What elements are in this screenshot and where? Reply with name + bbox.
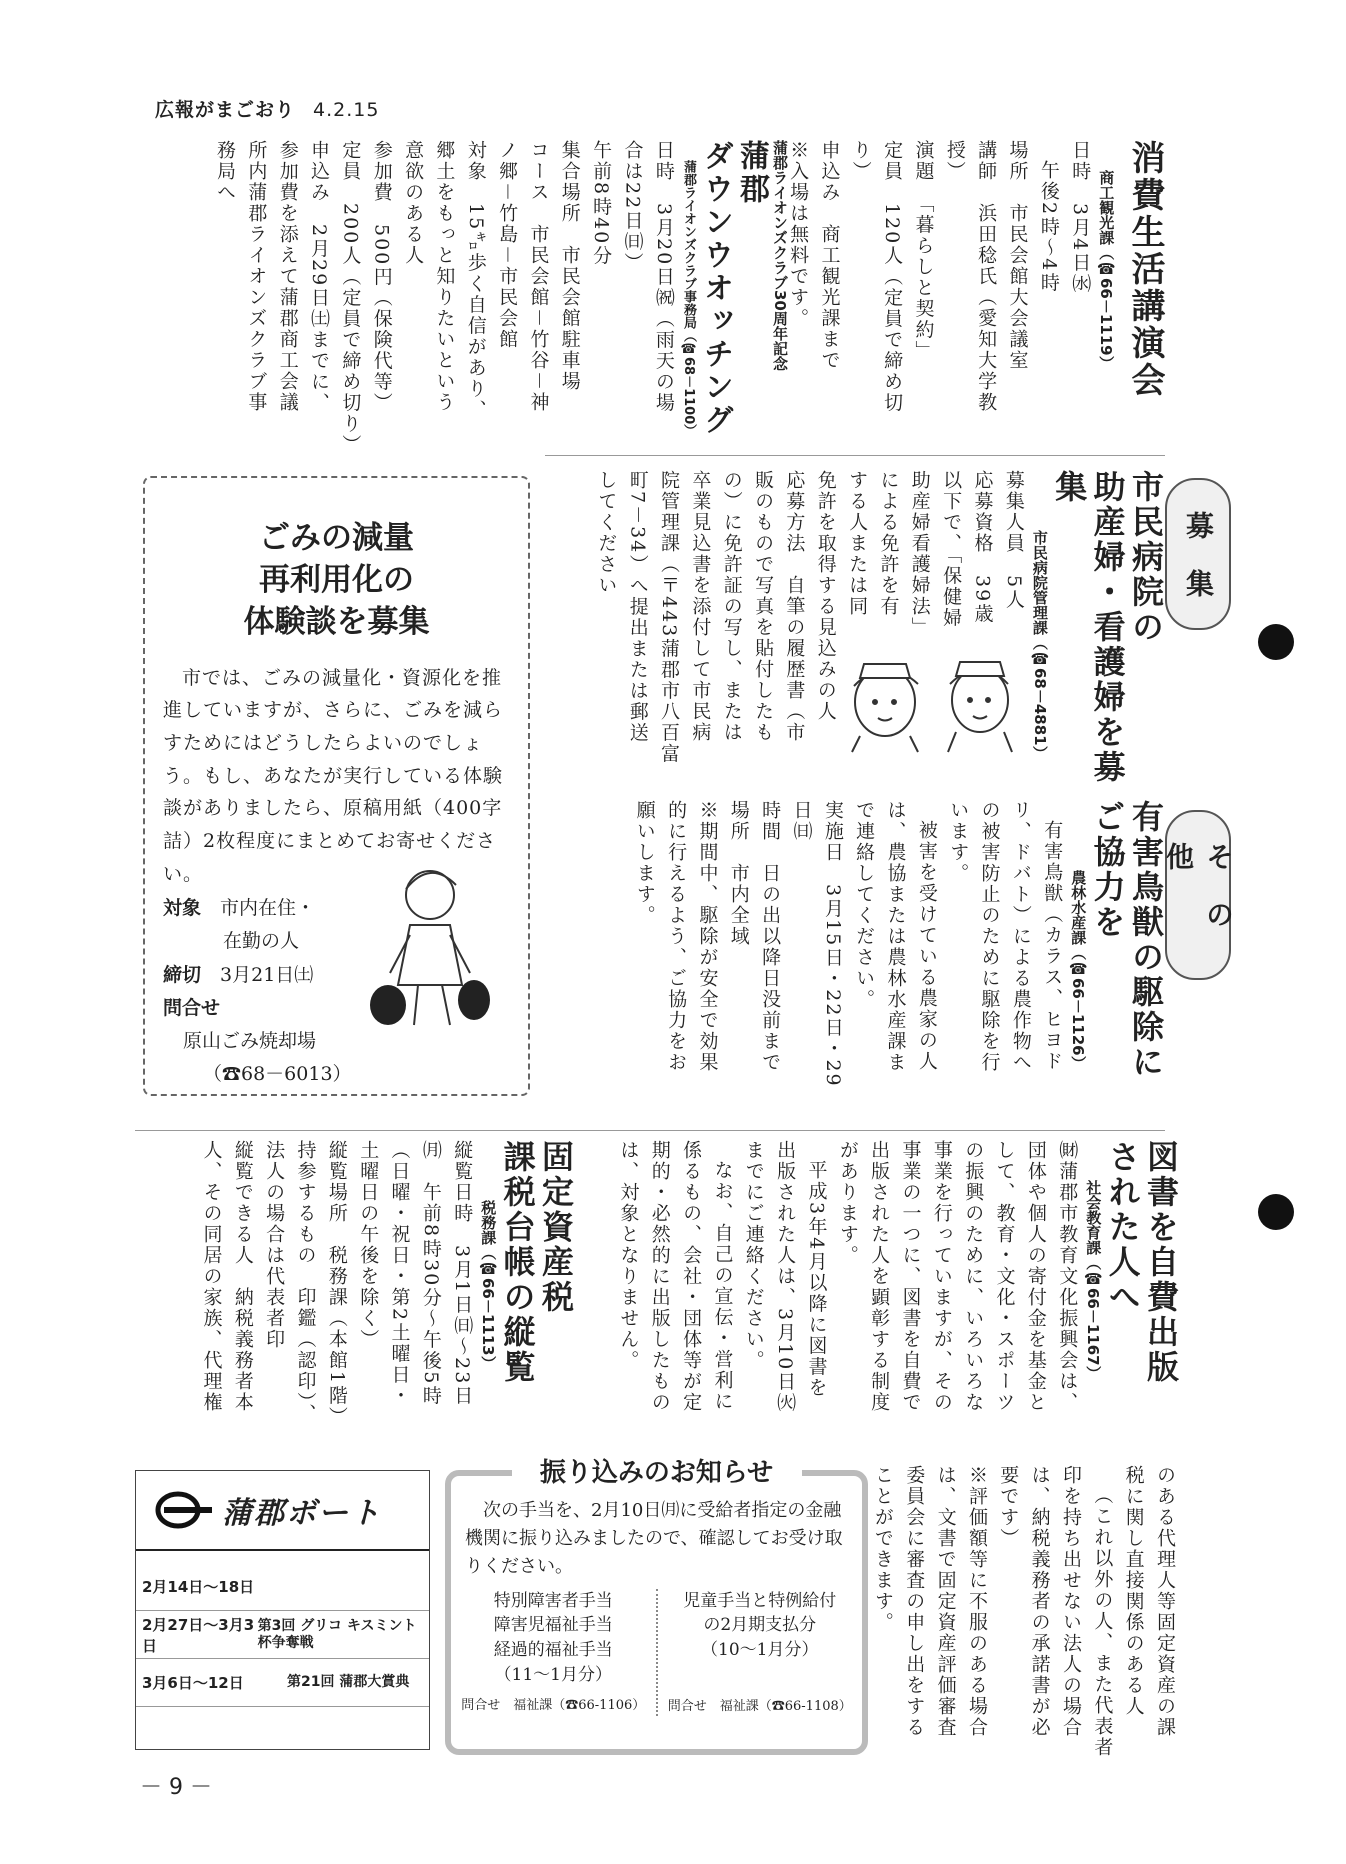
text-line: 持参するもの 印鑑（認印）、 — [294, 1140, 317, 1425]
boat-logo-text: 蒲郡ボート — [222, 1496, 382, 1531]
text-line: 申込み 商工観光課まで — [818, 140, 841, 371]
text-line: ※入場は無料です。 — [787, 140, 810, 329]
text-line: 印を持ち出せない法人の場合 — [1059, 1465, 1082, 1738]
text-line: する人または同 — [846, 470, 869, 617]
furikomi-left-contact: 問合せ 福祉課（☎66-1106） — [461, 1698, 646, 1714]
rule-upper — [545, 455, 1165, 456]
gomi-body: 市では、ごみの減量化・資源化を推進していますが、さらに、ごみを減らすためにはどうしたらよいのでしょう。もし、あなたが実行している体験談がありましたら、原稿用紙（400字詰）2枚程度にまとめてお寄せください。 — [163, 666, 504, 885]
furikomi-body: 次の手当を、2月10日㈪に受給者指定の金融機関に振り込みましたので、確認してお受け取りください。 — [465, 1500, 843, 1577]
boat-logo — [136, 1471, 429, 1551]
gomi-contact-value: 原山ごみ焼却場 — [183, 1030, 317, 1053]
text-line: があります。 — [836, 1140, 859, 1266]
boat-row — [136, 1611, 429, 1659]
gomi-contact-label: 問合せ — [163, 996, 221, 1019]
downwatch-title1: 蒲郡 — [734, 140, 769, 206]
text-line: 要です） — [997, 1465, 1020, 1549]
text-line: は、納税義務者の承諾書が必 — [1028, 1465, 1051, 1738]
text-line: （これ以外の人、また代表者 — [1091, 1485, 1114, 1758]
furikomi-item: 特別障害者手当 — [493, 1590, 613, 1611]
nurse-illustration — [830, 640, 1020, 755]
text-line: ことができます。 — [871, 1465, 894, 1633]
furikomi-title: 振り込みのお知らせ — [512, 1452, 802, 1489]
text-line: なお、自己の宣伝・営利に — [711, 1160, 734, 1412]
boat-row-dates: 3月6日～12日 — [142, 1674, 244, 1692]
text-line: 郷土をもっと知りたいという — [433, 140, 456, 413]
binding-hole-top — [1258, 624, 1294, 660]
text-line: のある代理人等固定資産の課 — [1154, 1465, 1176, 1738]
furikomi-item: （10～1月分） — [701, 1639, 819, 1660]
text-line: の被害防止のために駆除を行 — [978, 800, 1001, 1073]
boat-row-dates: 2月27日～3月3日 — [142, 1615, 255, 1655]
downwatch-body — [209, 140, 679, 456]
downwatch-title2: ダウンウオッチング — [698, 140, 733, 437]
text-line: して、教育・文化・スポーツ — [993, 1140, 1016, 1413]
animals-title1: 有害鳥獣の駆除に — [1127, 800, 1165, 1080]
animals-dept: 農林水産課（☎66－1126） — [1069, 870, 1088, 1071]
text-line: による免許を有 — [877, 470, 900, 617]
text-line: 院管理課（〒443蒲郡市八百富 — [658, 470, 681, 765]
text-line: 助産婦看護婦法」 — [908, 470, 931, 638]
text-line: 実施日 3月15日・22日・29 — [821, 800, 844, 1088]
text-line: 縦覧日時 3月1日㈰～23日 — [451, 1140, 474, 1407]
category-sonota: その他 — [1165, 810, 1231, 980]
publication-date: 4.2.15 — [313, 99, 380, 121]
text-line: 午前8時40分 — [590, 140, 613, 267]
text-line: 卒業見込書を添付して市民病 — [689, 470, 712, 743]
text-line: の）に免許証の写し、または — [720, 470, 743, 743]
text-line: は、文書で固定資産評価審査 — [934, 1465, 957, 1738]
boat-row — [136, 1563, 429, 1611]
page-number: － 9 － — [140, 1775, 212, 1800]
text-line: 土曜日の午後を除く） — [357, 1140, 380, 1350]
text-line: 縦覧場所 税務課（本館1階） — [325, 1140, 348, 1428]
boat-row-event: 第21回 蒲郡大賞典 — [287, 1674, 410, 1691]
text-line: ㈶蒲郡市教育文化振興会は、 — [1056, 1140, 1079, 1413]
boat-row-event: 第3回 グリコ キスミント杯争奪戦 — [257, 1617, 417, 1651]
text-line: 係るもの、会社・団体等が定 — [680, 1140, 703, 1413]
text-line: ※評価額等に不服のある場合 — [965, 1465, 988, 1738]
text-line: 参加費 500円（保険代等） — [370, 140, 393, 414]
text-line: （日曜・祝日・第2土曜日・ — [388, 1140, 411, 1407]
page-header — [155, 95, 379, 122]
text-line: 出版された人を顕彰する制度 — [868, 1140, 891, 1413]
text-line: 授） — [943, 140, 966, 182]
text-line: 参加費を添えて蒲郡商工会議 — [276, 140, 299, 413]
text-line: 期的・必然的に出版したもの — [648, 1140, 671, 1413]
text-line: 応募方法 自筆の履歴書（市 — [783, 470, 806, 743]
text-line: 日時 3月4日㈬ — [1069, 140, 1092, 295]
text-line: 法人の場合は代表者印 — [263, 1140, 286, 1350]
text-line: は、対象となりません。 — [617, 1140, 640, 1371]
text-line: 募集人員 5人 — [1002, 470, 1025, 611]
boat-row-dates: 2月14日～18日 — [142, 1578, 255, 1596]
books-title1: 図書を自費出版 — [1142, 1140, 1180, 1385]
furikomi-columns — [451, 1589, 862, 1717]
boat-emblem-icon — [154, 1490, 214, 1530]
lecture-body — [782, 140, 1095, 440]
text-line: 合は22日㈰） — [621, 140, 644, 274]
animals-title2: ご協力を — [1088, 800, 1127, 940]
text-line: 販のもので写真を貼付したも — [752, 470, 775, 743]
books-body — [612, 1140, 1082, 1460]
lecture-dept: 商工観光課（☎66－1119） — [1097, 170, 1116, 371]
text-line: 日時 3月20日㈷（雨天の場 — [652, 140, 675, 414]
furikomi-box — [445, 1458, 868, 1755]
text-line: で連絡してください。 — [853, 800, 876, 1010]
text-line: は、農協または農林水産課ま — [884, 800, 907, 1073]
gomi-title-line: 再利用化の — [259, 561, 414, 598]
text-line: 意欲のある人 — [402, 140, 425, 266]
text-line: 事業の一つに、図書を自費で — [899, 1140, 922, 1413]
tax-dept: 税務課（☎66－1113） — [479, 1200, 498, 1371]
text-line: 的に行えるよう、ご協力をお — [665, 800, 688, 1073]
gomi-target-label: 対象 — [163, 897, 202, 920]
publication-title: 広報がまごおり — [155, 99, 296, 121]
text-line: 縦覧できる人 納税義務者本 — [231, 1140, 254, 1413]
gomi-deadline-label: 締切 — [163, 963, 202, 986]
books-title2: された人へ — [1103, 1140, 1142, 1315]
nurse-title1: 市民病院の — [1127, 470, 1165, 645]
text-line: 講師 浜田稔氏（愛知大学教 — [975, 140, 998, 413]
text-line: 以下で、「保健婦 — [940, 470, 963, 629]
article-tax-continued — [871, 1465, 1180, 1775]
furikomi-item: の2月期支払分 — [703, 1615, 817, 1636]
boat-schedule-box — [135, 1470, 430, 1750]
text-line: 免許を取得する見込みの人 — [814, 470, 837, 722]
text-line: 務局へ — [214, 140, 236, 203]
books-dept: 社会教育課（☎66－1167） — [1084, 1180, 1103, 1381]
boat-row — [136, 1659, 429, 1707]
text-line: までにご連絡ください。 — [742, 1140, 765, 1371]
text-line: 集合場所 市民会館駐車場 — [558, 140, 581, 392]
text-line: 対象 15㌔歩く自信があり、 — [464, 140, 487, 421]
gomi-title-line: ごみの減量 — [259, 520, 414, 556]
text-line: 委員会に審査の申し出をする — [903, 1465, 926, 1738]
text-line: コース 市民会館－竹谷－神 — [527, 140, 550, 414]
nurse-title2: 助産婦・看護婦を募集 — [1050, 470, 1127, 785]
binding-hole-bottom — [1258, 1194, 1294, 1230]
tax-title2: 課税台帳の縦覧 — [498, 1140, 537, 1385]
text-line: 申込み 2月29日㈯までに、 — [308, 140, 331, 414]
text-line: ㈪ 午前8時30分～午後5時 — [419, 1140, 442, 1407]
text-line: してください — [595, 470, 618, 596]
text-line: 願いします。 — [633, 800, 656, 926]
article-lecture — [787, 140, 1165, 440]
article-books — [600, 1140, 1180, 1460]
text-line: 被害を受けている農家の人 — [915, 820, 938, 1072]
lecture-title: 消費生活講演会 — [1125, 140, 1165, 399]
furikomi-right — [656, 1589, 863, 1717]
animals-body — [628, 800, 1067, 1110]
gomi-target-value: 市内在住・ — [220, 897, 316, 920]
gomi-deadline-value: 3月21日㈯ — [220, 963, 314, 986]
text-line: 有害鳥獣（カラス、ヒヨド — [1041, 820, 1064, 1072]
nurse-dept: 市民病院管理課（☎68－4881） — [1030, 530, 1049, 761]
tax-body — [195, 1140, 477, 1460]
text-line: リ、ドバト）による農作物へ — [1009, 800, 1032, 1073]
text-line: 場所 市内全域 — [727, 800, 750, 947]
text-line: 平成3年4月以降に図書を — [805, 1160, 828, 1399]
text-line: 団体や個人の寄付金を基金と — [1024, 1140, 1047, 1413]
text-line: ※期間中、駆除が安全で効果 — [696, 800, 719, 1073]
text-line: います。 — [947, 800, 970, 884]
furikomi-item: 児童手当と特例給付 — [683, 1590, 837, 1611]
gomi-title-line: 体験談を募集 — [243, 603, 430, 640]
woman-with-bags-illustration — [370, 855, 490, 1045]
text-line: 日㈰ — [790, 800, 813, 842]
text-line: 定員 120人（定員で締め切り） — [849, 140, 904, 414]
furikomi-item: （11～1月分） — [494, 1664, 612, 1685]
text-line: ノ郷－竹島－市民会館 — [496, 140, 519, 351]
text-line: 演題 「暮らしと契約」 — [912, 140, 935, 362]
text-line: 出版された人は、3月10日㈫ — [774, 1140, 797, 1414]
text-line: 場所 市民会館大会議室 — [1006, 140, 1029, 371]
rule-middle — [135, 1130, 1165, 1131]
text-line: 事業を行っていますが、その — [930, 1140, 953, 1413]
text-line: 応募資格 39歳 — [971, 470, 994, 625]
furikomi-item: 障害児福祉手当 — [493, 1615, 613, 1636]
furikomi-left — [451, 1589, 656, 1717]
text-line: 人、その同居の家族、代理権 — [200, 1140, 223, 1413]
tax-title1: 固定資産税 — [537, 1140, 575, 1315]
downwatch-subtitle: 蒲郡ライオンズクラブ30周年記念 — [771, 140, 789, 371]
gomi-contact-tel: （☎68－6013） — [203, 1063, 352, 1086]
article-animals — [545, 800, 1165, 1110]
text-line: の振興のために、いろいろな — [962, 1140, 985, 1413]
text-line: 税に関し直接関係のある人 — [1122, 1465, 1145, 1717]
article-downwatch — [135, 140, 790, 456]
gomi-title — [145, 518, 528, 644]
text-line: 町7－34）へ提出または郵送 — [626, 470, 649, 744]
text-line: 所内蒲郡ライオンズクラブ事 — [245, 140, 268, 413]
category-boshu: 募集 — [1165, 478, 1231, 630]
furikomi-right-contact: 問合せ 福祉課（☎66-1108） — [667, 1698, 852, 1714]
text-line: 定員 200人（定員で締め切り） — [339, 140, 362, 456]
article-tax — [135, 1140, 575, 1460]
text-line: 時間 日の出以降日没前まで — [759, 800, 782, 1073]
text-line: 午後2時～4時 — [1037, 160, 1060, 294]
gomi-target-value2: 在勤の人 — [223, 930, 300, 953]
furikomi-item: 経過的福祉手当 — [493, 1639, 613, 1660]
downwatch-dept: 蒲郡ライオンズクラブ事務局（☎68－1100） — [681, 160, 696, 438]
